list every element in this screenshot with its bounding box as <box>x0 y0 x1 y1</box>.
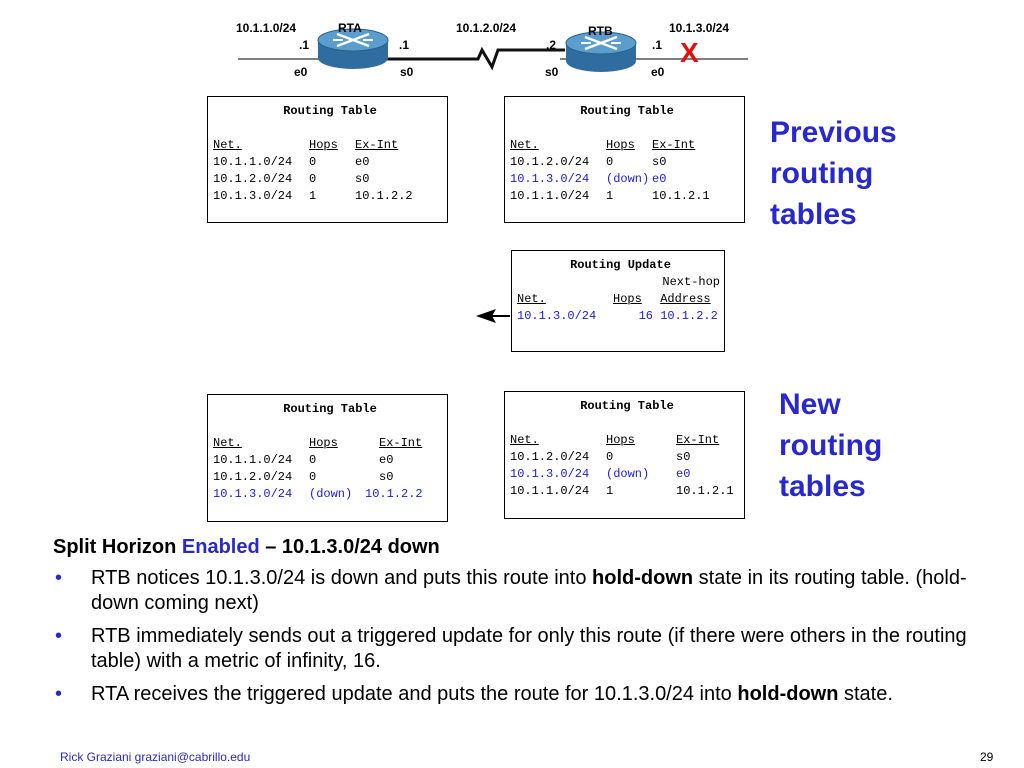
update-title: Routing Update <box>570 258 671 272</box>
rtb-e0-ip: .1 <box>652 38 663 52</box>
bullet-icon: • <box>55 625 63 647</box>
rta-name: RTA <box>338 21 362 35</box>
page-number: 29 <box>980 750 994 764</box>
router-rta-icon <box>318 29 388 69</box>
update-row: 10.1.3.0/24 16 10.1.2.2 <box>517 309 718 323</box>
table-row: 10.1.2.0/24 0 s0 <box>510 155 667 169</box>
rta-e0-ip: .1 <box>299 38 310 52</box>
table-row: 10.1.1.0/24 0 e0 <box>213 155 370 169</box>
table-title: Routing Table <box>580 399 674 413</box>
table-header: Net. Hops Ex-Int <box>213 436 423 450</box>
rta-e0-label: e0 <box>294 65 308 79</box>
update-header: Net. Hops Address <box>517 292 711 306</box>
rta-new-routing-table <box>207 394 448 522</box>
rtb-name: RTB <box>588 24 613 38</box>
table-header: Net. Hops Ex-Int <box>213 138 399 152</box>
bullet-list <box>53 566 1003 715</box>
table-title: Routing Table <box>283 402 377 416</box>
table-title: Routing Table <box>580 104 674 118</box>
net-right-label: 10.1.3.0/24 <box>669 21 730 35</box>
net-left-label: 10.1.1.0/24 <box>236 21 297 35</box>
table-row: 10.1.1.0/24 1 10.1.2.1 <box>510 189 710 203</box>
rta-s0-ip: .1 <box>399 38 410 52</box>
bullet-item: • RTB immediately sends out a triggered update for only this route (if there were others in the routing table) with a metric of infinity, 16. <box>55 625 967 672</box>
rtb-e0-label: e0 <box>651 65 665 79</box>
rtb-previous-routing-table <box>504 96 745 223</box>
table-row: 10.1.2.0/24 0 s0 <box>213 470 394 484</box>
table-row-down: 10.1.3.0/24 (down) e0 <box>510 172 667 186</box>
table-header: Net. Hops Ex-Int <box>510 433 720 447</box>
footer-author: Rick Graziani graziani@cabrillo.edu <box>60 750 251 764</box>
bullet-icon: • <box>55 683 63 705</box>
bullet-item: • RTA receives the triggered update and puts the route for 10.1.3.0/24 into hold-down state. <box>55 683 893 705</box>
table-row: 10.1.1.0/24 1 10.1.2.1 <box>510 484 734 498</box>
update-arrow-icon <box>474 306 510 326</box>
table-row: 10.1.2.0/24 0 s0 <box>213 172 370 186</box>
section-heading: Split Horizon Enabled – 10.1.3.0/24 down <box>53 536 440 558</box>
previous-routing-tables-label: Previous routing tables <box>770 116 897 231</box>
table-row-down: 10.1.3.0/24 (down) 10.1.2.2 <box>213 487 423 501</box>
bullet-icon: • <box>55 567 63 589</box>
new-routing-tables-label: New routing tables <box>779 388 883 503</box>
table-row: 10.1.1.0/24 0 e0 <box>213 453 394 467</box>
table-row-down: 10.1.3.0/24 (down) e0 <box>510 467 691 481</box>
routing-update-box <box>511 250 725 352</box>
rta-previous-routing-table <box>207 96 448 223</box>
network-topology <box>0 0 1024 95</box>
update-subheader: Next-hop <box>662 275 720 289</box>
rtb-s0-label: s0 <box>545 65 559 79</box>
rta-s0-label: s0 <box>400 65 414 79</box>
rtb-s0-ip: .2 <box>546 38 557 52</box>
net-middle-label: 10.1.2.0/24 <box>456 21 517 35</box>
rtb-new-routing-table <box>504 391 745 519</box>
router-rtb-icon <box>566 32 636 72</box>
table-row: 10.1.3.0/24 1 10.1.2.2 <box>213 189 413 203</box>
bullet-item: • RTB notices 10.1.3.0/24 is down and puts this route into hold-down state in its routing table. (hold-down coming next) <box>55 567 967 614</box>
table-title: Routing Table <box>283 104 377 118</box>
table-row: 10.1.2.0/24 0 s0 <box>510 450 691 464</box>
table-header: Net. Hops Ex-Int <box>510 138 696 152</box>
link-down-x-icon: X <box>680 37 699 68</box>
